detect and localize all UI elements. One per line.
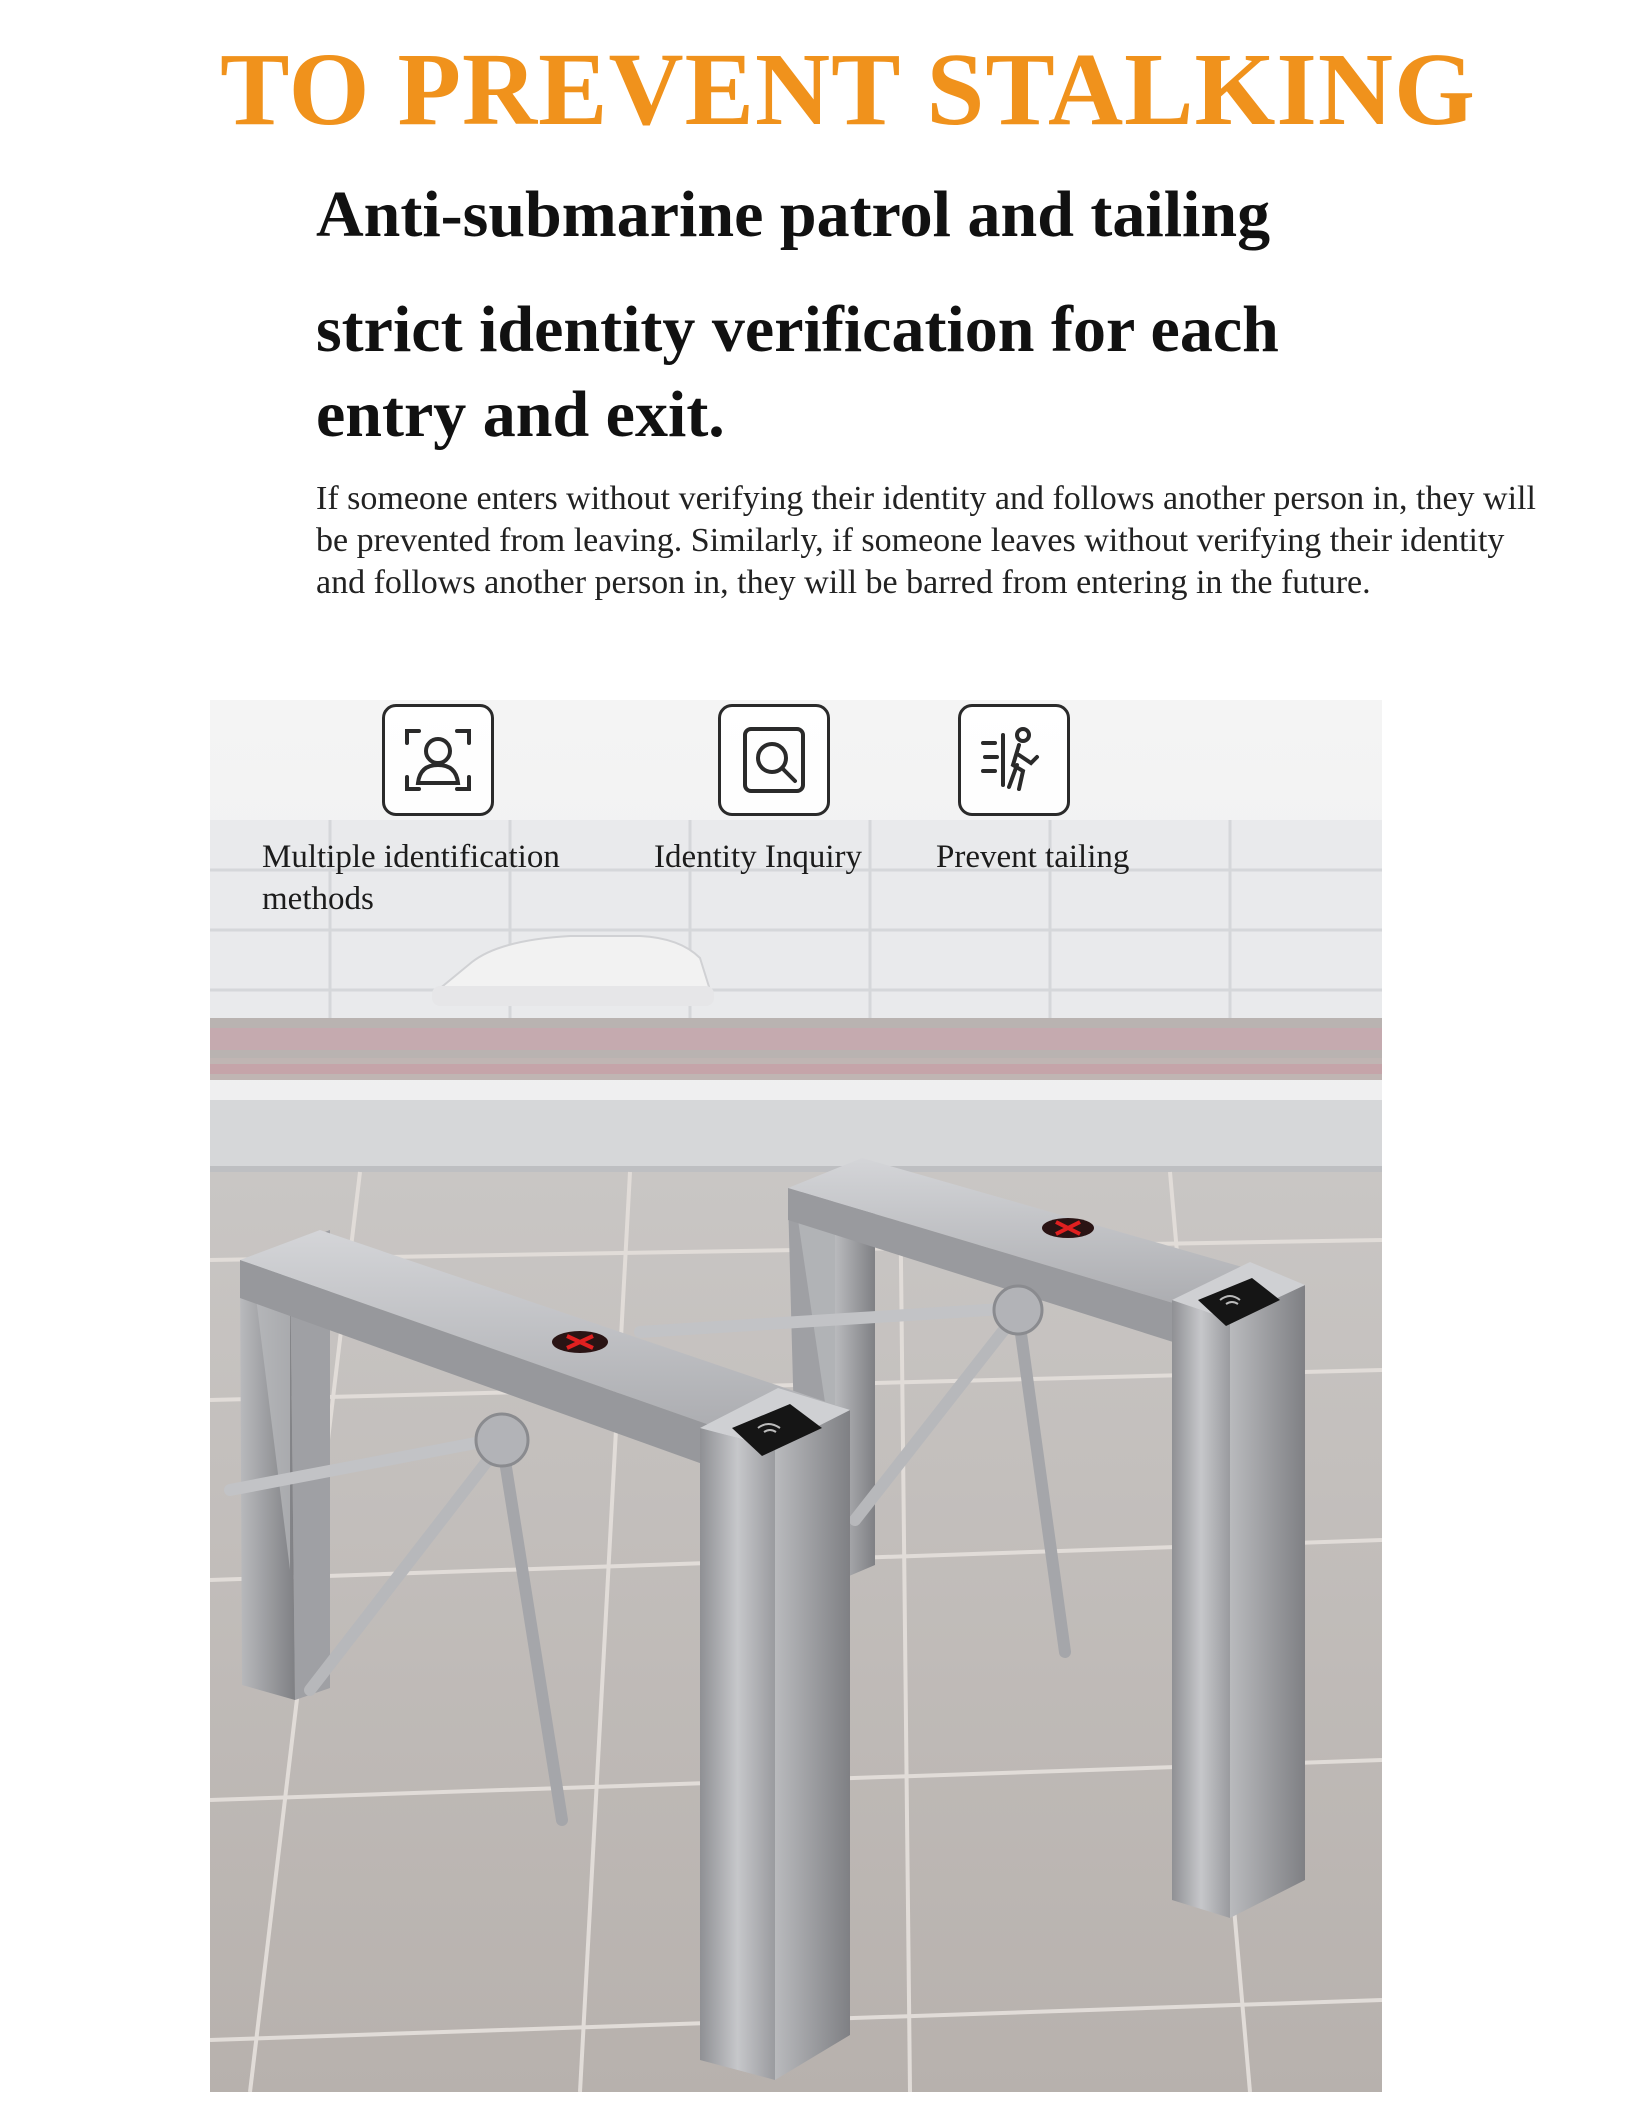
- headline: TO PREVENT STALKING: [220, 32, 1476, 147]
- subheading-line-3: entry and exit.: [316, 378, 725, 451]
- search-inquiry-icon: [718, 704, 830, 816]
- feature-label-inquiry: Identity Inquiry: [654, 839, 863, 875]
- anti-tailing-icon: [958, 704, 1070, 816]
- feature-label-identification: Multiple identification methods: [262, 839, 560, 917]
- description-paragraph: If someone enters without verifying their identity and follows another person in, they will be prevented from leaving. Similarly, if someone leaves without verifying their identity and follows another person in, they will be barred from entering in the future.: [316, 480, 1536, 601]
- subheading-line-1: Anti-submarine patrol and tailing: [316, 178, 1271, 251]
- turnstile-product-photo: [210, 700, 1382, 2092]
- feature-label-tailing: Prevent tailing: [936, 839, 1130, 875]
- face-recognition-icon: [382, 704, 494, 816]
- subheading-line-2: strict identity verification for each: [316, 293, 1279, 366]
